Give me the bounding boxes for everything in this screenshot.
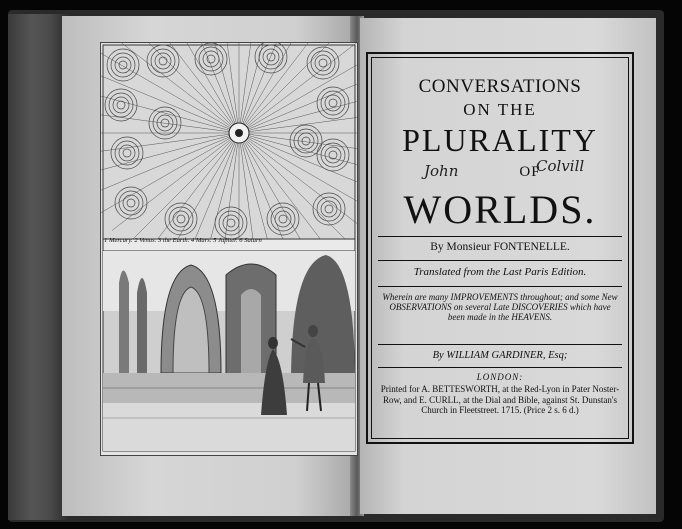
handwritten-signature-first: John [424,162,459,180]
translated-rule [378,286,622,287]
title-line-of: OF [519,164,541,180]
title-line-plurality: PLURALITY [402,122,598,158]
author-rule [378,260,622,261]
imprint-paragraph: Printed for A. BETTESWORTH, at the Red-Lyon in Pater Noster-Row, and E. CURLL, at the Dial and Bible, against St. Dunstan's Church in Fleetstreet. 1715. (Price 2 s. 6 d.) [380,384,620,415]
translated-line: Translated from the Last Paris Edition. [413,266,587,278]
title-line-worlds: WORLDS. [403,187,597,232]
book-spine [8,14,68,520]
title-page-inner-frame [371,57,629,439]
translator-line: By WILLIAM GARDINER, Esq; [432,350,568,361]
title-line-on-the: ON THE [463,100,537,119]
improvements-paragraph: Wherein are many IMPROVEMENTS throughout; and some New OBSERVATIONS on several Late DISCOVERIES which have been made in the HEAVENS. [382,292,618,322]
engraving-illustration [101,43,357,455]
frontispiece-caption: 1 Mercury. 2 Venus. 3 the Earth. 4 Mars. 5 Jupiter. 6 Saturn [104,237,262,244]
imprint-place: LONDON: [476,372,524,382]
handwritten-signature-last: Colvill [536,157,585,175]
title-rule [378,236,622,237]
title-line-conversations: CONVERSATIONS [418,76,582,97]
translator-rule [378,367,622,368]
frontispiece-engraving [100,42,358,456]
author-line: By Monsieur FONTENELLE. [430,241,570,253]
improvements-rule [378,344,622,345]
title-page-frame [366,52,634,444]
